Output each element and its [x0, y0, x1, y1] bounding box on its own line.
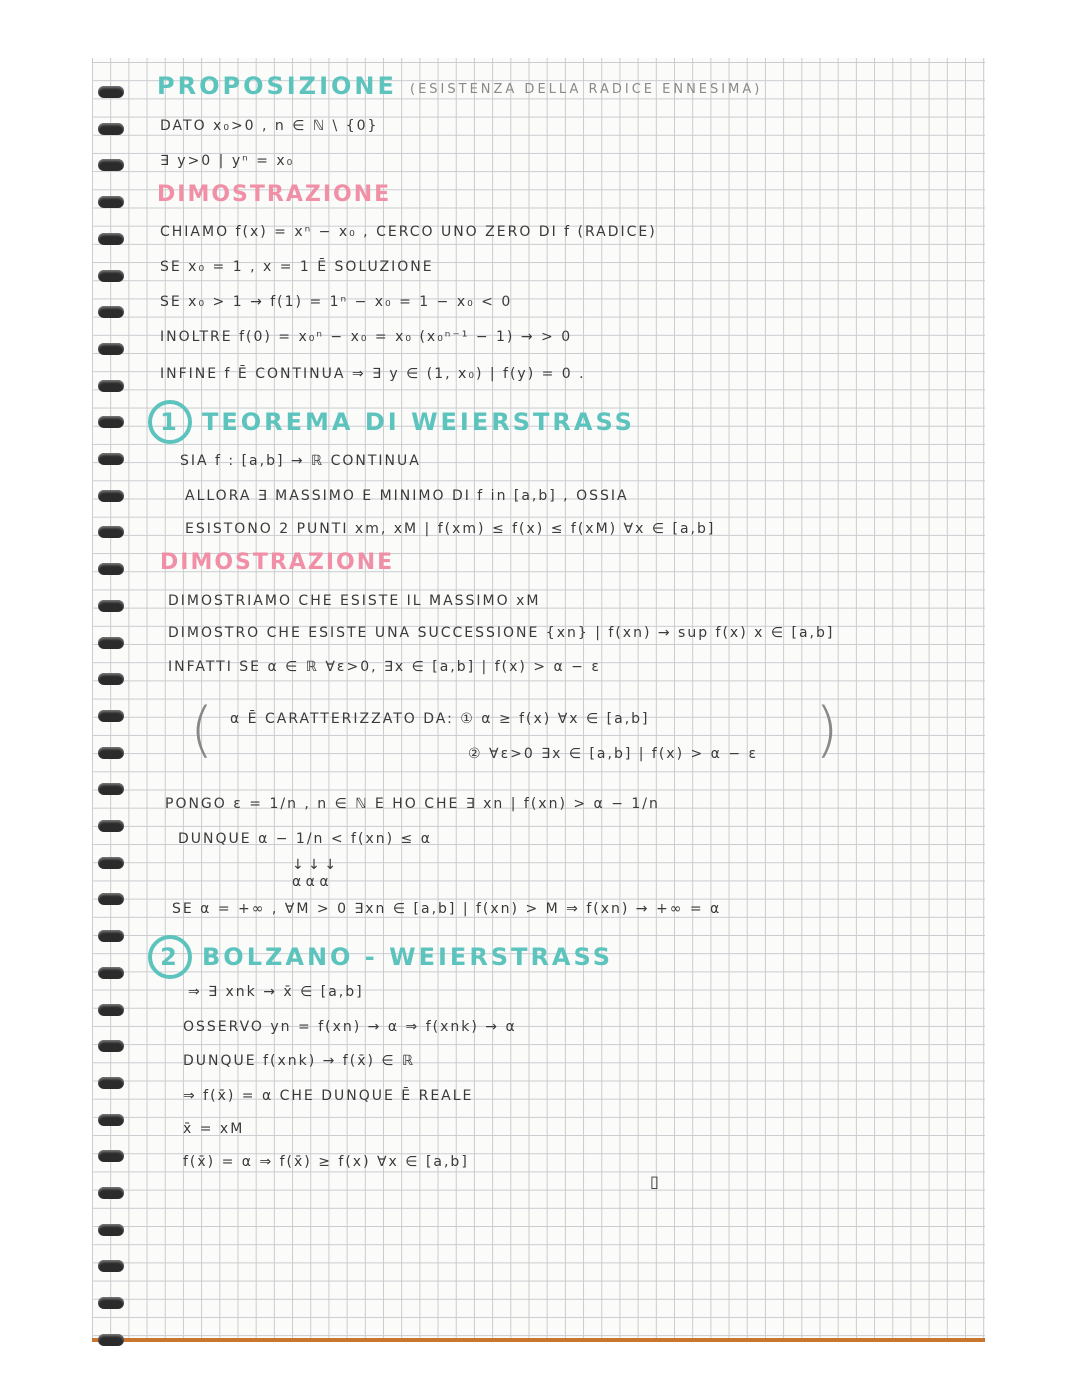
spiral-ring	[98, 747, 124, 759]
text-line: INFATTI SE α ∈ ℝ ∀ε>0, ∃x ∈ [a,b] | f(x) > α − ε	[168, 659, 601, 675]
proof-heading: DIMOSTRAZIONE	[160, 550, 395, 575]
spiral-ring	[98, 233, 124, 245]
text-line: INOLTRE f(0) = x₀ⁿ − x₀ = x₀ (x₀ⁿ⁻¹ − 1) → > 0	[160, 329, 573, 345]
right-bracket: )	[815, 695, 839, 765]
text-line: ESISTONO 2 PUNTI xm, xM | f(xm) ≤ f(x) ≤ f(xM) ∀x ∈ [a,b]	[185, 521, 716, 537]
spiral-ring	[98, 86, 124, 98]
spiral-ring	[98, 1004, 124, 1016]
theorem-title: BOLZANO - WEIERSTRASS	[202, 943, 613, 971]
limits-line: α α α	[292, 874, 329, 890]
text-line: CHIAMO f(x) = xⁿ − x₀ , CERCO UNO ZERO DI f (RADICE)	[160, 224, 657, 240]
spiral-ring	[98, 930, 124, 942]
text-line: ALLORA ∃ MASSIMO E MINIMO DI f in [a,b] , OSSIA	[185, 488, 629, 504]
spiral-ring	[98, 1187, 124, 1199]
text-line: OSSERVO yn = f(xn) → α ⇒ f(xnk) → α	[183, 1019, 517, 1035]
arrows-line: ↓ ↓ ↓	[292, 857, 337, 873]
spiral-ring	[98, 673, 124, 685]
spiral-ring	[98, 967, 124, 979]
spiral-ring	[98, 159, 124, 171]
spiral-ring	[98, 1040, 124, 1052]
text-line: ∃ y>0 | yⁿ = x₀	[160, 153, 295, 169]
text-line: ⇒ ∃ xnk → x̄ ∈ [a,b]	[188, 984, 364, 1000]
spiral-ring	[98, 600, 124, 612]
spiral-ring	[98, 1077, 124, 1089]
number-badge: 1	[148, 400, 192, 444]
text-line: DIMOSTRO CHE ESISTE UNA SUCCESSIONE {xn} | f(xn) → sup f(x) x ∈ [a,b]	[168, 625, 835, 641]
spiral-ring	[98, 783, 124, 795]
spiral-ring	[98, 1260, 124, 1272]
spiral-ring	[98, 196, 124, 208]
theorem-2-heading	[148, 935, 613, 979]
spiral-ring	[98, 1334, 124, 1346]
left-bracket: (	[190, 695, 214, 765]
text-line: DATO x₀>0 , n ∈ ℕ \ {0}	[160, 118, 379, 134]
text-line: DUNQUE α − 1/n < f(xn) ≤ α	[178, 831, 432, 847]
spiral-ring	[98, 820, 124, 832]
proposition-subtitle: (ESISTENZA DELLA RADICE ENNESIMA)	[410, 82, 763, 97]
text-line: SE α = +∞ , ∀M > 0 ∃xn ∈ [a,b] | f(xn) > M ⇒ f(xn) → +∞ = α	[172, 901, 722, 917]
text-line: DUNQUE f(xnk) → f(x̄) ∈ ℝ	[183, 1053, 416, 1069]
spiral-ring	[98, 490, 124, 502]
proposition-heading: PROPOSIZIONE	[157, 72, 397, 100]
spiral-ring	[98, 710, 124, 722]
text-line: SE x₀ > 1 → f(1) = 1ⁿ − x₀ = 1 − x₀ < 0	[160, 294, 513, 310]
spiral-ring	[98, 270, 124, 282]
text-line: SIA f : [a,b] → ℝ CONTINUA	[180, 453, 421, 469]
spiral-ring	[98, 1150, 124, 1162]
spiral-ring	[98, 526, 124, 538]
notebook-page	[92, 58, 985, 1342]
end-of-proof-mark: ▯	[650, 1172, 659, 1191]
box-line: ② ∀ε>0 ∃x ∈ [a,b] | f(x) > α − ε	[468, 746, 759, 762]
spiral-ring	[98, 306, 124, 318]
spiral-ring	[98, 637, 124, 649]
spiral-ring	[98, 453, 124, 465]
text-line: DIMOSTRIAMO CHE ESISTE IL MASSIMO xM	[168, 593, 541, 609]
spiral-ring	[98, 857, 124, 869]
spiral-ring	[98, 380, 124, 392]
spiral-ring	[98, 343, 124, 355]
theorem-title: TEOREMA DI WEIERSTRASS	[202, 408, 635, 436]
proof-heading: DIMOSTRAZIONE	[157, 182, 392, 207]
theorem-1-heading	[148, 400, 635, 444]
spiral-ring	[98, 893, 124, 905]
spiral-ring	[98, 563, 124, 575]
text-line: INFINE f Ē CONTINUA ⇒ ∃ y ∈ (1, x₀) | f(y) = 0 .	[160, 366, 586, 382]
number-badge: 2	[148, 935, 192, 979]
spiral-ring	[98, 1114, 124, 1126]
text-line: ⇒ f(x̄) = α CHE DUNQUE Ē REALE	[183, 1088, 474, 1104]
spiral-ring	[98, 1297, 124, 1309]
text-line: SE x₀ = 1 , x = 1 Ē SOLUZIONE	[160, 259, 434, 275]
spiral-ring	[98, 123, 124, 135]
text-line: f(x̄) = α ⇒ f(x̄) ≥ f(x) ∀x ∈ [a,b]	[183, 1154, 469, 1170]
spiral-ring	[98, 1224, 124, 1236]
text-line: x̄ = xM	[183, 1121, 245, 1137]
text-line: PONGO ε = 1/n , n ∈ ℕ E HO CHE ∃ xn | f(xn) > α − 1/n	[165, 796, 660, 812]
spiral-ring	[98, 416, 124, 428]
box-line: α Ē CARATTERIZZATO DA: ① α ≥ f(x) ∀x ∈ [a,b]	[230, 711, 650, 727]
